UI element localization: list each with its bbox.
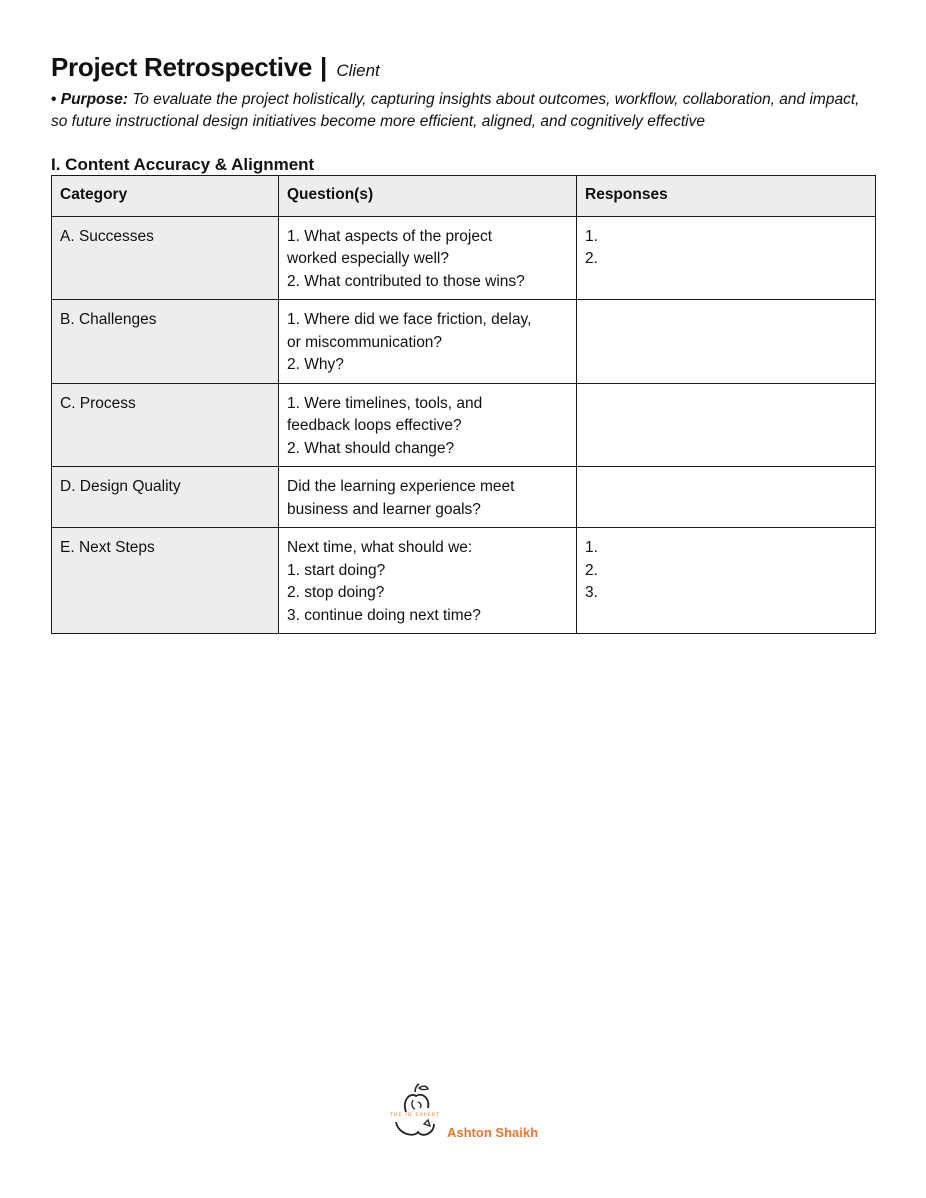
purpose-bullet: •	[51, 91, 57, 108]
logo-text: THE ID EXPERT	[390, 1113, 440, 1118]
question-line: business and learner goals?	[287, 500, 481, 518]
question-line: 3. continue doing next time?	[287, 606, 481, 624]
page-subtitle: Client	[336, 61, 380, 80]
purpose-text: To evaluate the project holistically, capturing insights about outcomes, workflow, collaboration, and impact, so future instructional design initiatives become more efficient, aligned, and cognitively effective	[51, 91, 860, 130]
question-line: Did the learning experience meet	[287, 478, 515, 495]
response-line: 3.	[585, 584, 598, 601]
question-line: 2. stop doing?	[287, 584, 385, 601]
title-row	[51, 52, 875, 83]
questions-cell	[279, 528, 577, 634]
question-line: 1. Where did we face friction, delay,	[287, 311, 532, 328]
table-header-row	[52, 176, 876, 217]
question-line: 1. Were timelines, tools, and	[287, 394, 483, 412]
brand-name: Ashton Shaikh	[447, 1125, 539, 1140]
response-line: 1.	[585, 227, 598, 245]
question-line: 1. start doing?	[287, 561, 386, 579]
table-row	[52, 467, 876, 528]
table-row	[52, 216, 876, 300]
responses-cell[interactable]	[577, 300, 876, 384]
question-line: 2. What contributed to those wins?	[287, 272, 525, 290]
category-cell: C. Process	[52, 383, 279, 467]
title-separator: |	[320, 52, 328, 82]
question-line: 2. Why?	[287, 356, 344, 373]
purpose-statement	[51, 89, 875, 133]
retrospective-table	[51, 175, 876, 634]
question-line: feedback loops effective?	[287, 417, 462, 434]
page-title: Project Retrospective	[51, 52, 313, 82]
header-questions: Question(s)	[279, 176, 577, 217]
responses-cell[interactable]	[577, 467, 876, 528]
category-cell: A. Successes	[52, 216, 279, 300]
questions-cell	[279, 467, 577, 528]
question-line: or miscommunication?	[287, 333, 443, 351]
response-line: 2.	[585, 561, 598, 579]
header-responses: Responses	[577, 176, 876, 217]
category-cell: D. Design Quality	[52, 467, 279, 528]
question-line: 2. What should change?	[287, 439, 455, 457]
table-row	[52, 383, 876, 467]
questions-cell	[279, 383, 577, 467]
questions-cell	[279, 216, 577, 300]
purpose-label: Purpose:	[60, 91, 128, 108]
table-row	[52, 300, 876, 384]
header-category: Category	[52, 176, 279, 217]
table-row	[52, 528, 876, 634]
document-page	[51, 52, 875, 634]
response-line: 1.	[585, 539, 598, 556]
footer-brand	[388, 1082, 548, 1142]
responses-cell[interactable]	[577, 216, 876, 300]
question-line: worked especially well?	[287, 250, 449, 267]
response-line: 2.	[585, 250, 598, 267]
responses-cell[interactable]	[577, 528, 876, 634]
questions-cell	[279, 300, 577, 384]
category-cell: B. Challenges	[52, 300, 279, 384]
question-line: Next time, what should we:	[287, 539, 473, 556]
apple-head-logo-icon	[388, 1082, 446, 1140]
question-line: 1. What aspects of the project	[287, 227, 493, 245]
section-title: I. Content Accuracy & Alignment	[51, 155, 315, 174]
responses-cell[interactable]	[577, 383, 876, 467]
category-cell: E. Next Steps	[52, 528, 279, 634]
